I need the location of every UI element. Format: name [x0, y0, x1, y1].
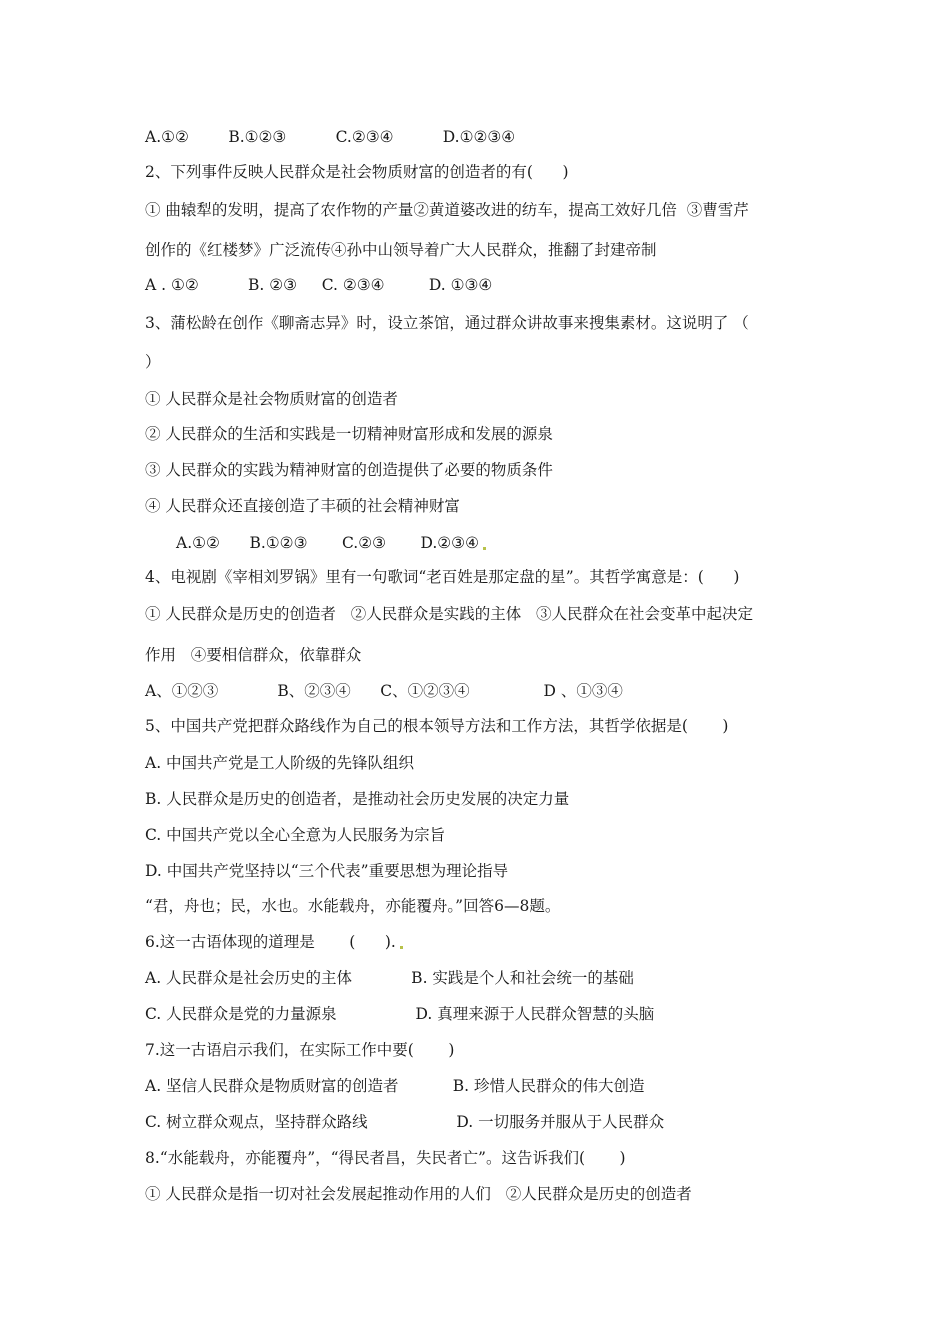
q3-stem-cont: ） — [145, 353, 161, 371]
q2-item-line-1: ① 曲辕犁的发明，提高了农作物的产量②黄道婆改进的纺车，提高工效好几倍 ③曹雪芹 — [145, 201, 749, 219]
q6-options-cd: C. 人民群众是党的力量源泉 D. 真理来源于人民群众智慧的头脑 — [145, 1005, 655, 1023]
q3-item-3: ③ 人民群众的实践为精神财富的创造提供了必要的物质条件 — [145, 461, 553, 479]
q5-stem: 5、中国共产党把群众路线作为自己的根本领导方法和工作方法，其哲学依据是( ) — [145, 717, 729, 735]
q3-options-text: A.①② B.①②③ C.②③ D.②③④ — [176, 534, 479, 552]
q4-item-line-2: 作用 ④要相信群众，依靠群众 — [145, 646, 362, 664]
q3-stem: 3、蒲松龄在创作《聊斋志异》时，设立茶馆，通过群众讲故事来搜集素材。这说明了 （ — [145, 314, 749, 332]
q4-item-line-1: ① 人民群众是历史的创造者 ②人民群众是实践的主体 ③人民群众在社会变革中起决定 — [145, 605, 753, 623]
q2-options: A . ①② B. ②③ C. ②③④ D. ①③④ — [145, 276, 493, 294]
q6-8-intro: “君，舟也；民，水也。水能载舟，亦能覆舟。”回答6—8题。 — [145, 897, 561, 915]
q1-options: A.①② B.①②③ C.②③④ D.①②③④ — [145, 128, 516, 146]
q5-option-d: D. 中国共产党坚持以“三个代表”重要思想为理论指导 — [145, 862, 509, 880]
q3-options — [176, 533, 486, 553]
q2-stem: 2、下列事件反映人民群众是社会物质财富的创造者的有( ) — [145, 163, 569, 181]
q8-items: ① 人民群众是指一切对社会发展起推动作用的人们 ②人民群众是历史的创造者 — [145, 1185, 692, 1203]
q5-option-a: A. 中国共产党是工人阶级的先锋队组织 — [145, 754, 415, 772]
q3-item-2: ② 人民群众的生活和实践是一切精神财富形成和发展的源泉 — [145, 425, 553, 443]
mark-dot — [400, 946, 403, 949]
q6-stem — [145, 932, 403, 952]
q7-options-cd: C. 树立群众观点，坚持群众路线 D. 一切服务并服从于人民群众 — [145, 1113, 665, 1131]
q6-options-ab: A. 人民群众是社会历史的主体 B. 实践是个人和社会统一的基础 — [145, 969, 634, 987]
q5-option-c: C. 中国共产党以全心全意为人民服务为宗旨 — [145, 826, 446, 844]
q3-item-4: ④ 人民群众还直接创造了丰硕的社会精神财富 — [145, 497, 460, 515]
q6-stem-text: 6.这一古语体现的道理是 ( ). — [145, 933, 396, 951]
q5-option-b: B. 人民群众是历史的创造者，是推动社会历史发展的决定力量 — [145, 790, 570, 808]
q4-options: A、①②③ B、②③④ C、①②③④ D 、①③④ — [145, 682, 623, 700]
q8-stem: 8.“水能载舟，亦能覆舟”，“得民者昌，失民者亡”。这告诉我们( ) — [145, 1149, 626, 1167]
mark-dot — [483, 547, 486, 550]
q2-item-line-2: 创作的《红楼梦》广泛流传④孙中山领导着广大人民群众，推翻了封建帝制 — [145, 241, 657, 259]
q7-options-ab: A. 坚信人民群众是物质财富的创造者 B. 珍惜人民群众的伟大创造 — [145, 1077, 645, 1095]
q3-item-1: ① 人民群众是社会物质财富的创造者 — [145, 390, 398, 408]
q4-stem: 4、电视剧《宰相刘罗锅》里有一句歌词“老百姓是那定盘的星”。其哲学寓意是：( ) — [145, 568, 740, 586]
q7-stem: 7.这一古语启示我们，在实际工作中要( ) — [145, 1041, 455, 1059]
